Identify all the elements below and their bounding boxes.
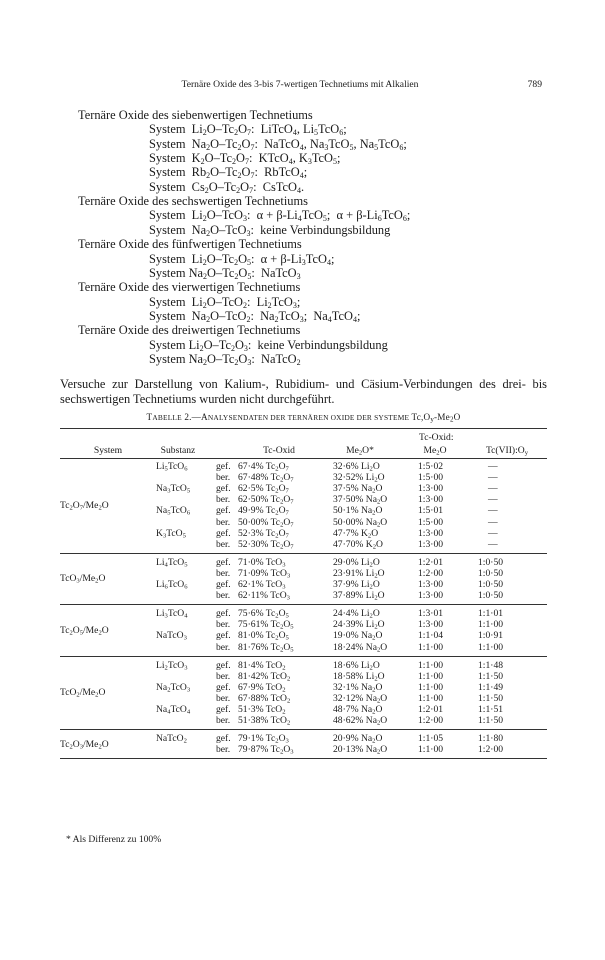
system-line: System $Na_2O-Tc_2O_7$: NaTcO$_4$, $Na_3TcO_5$, $Na_5TcO_6$; (149, 136, 407, 152)
tc-vii-ratio-value: 1:0·91 (478, 630, 504, 642)
system-cell: $TcO_2/Me_2O$ (60, 687, 106, 699)
header-system: System (93, 445, 123, 456)
tc-vii-ratio-value: 1:1·00 (478, 619, 504, 631)
tc-oxide-value: 67·48% $Tc_2O_7$ (238, 472, 294, 484)
ratio-value: 1:3·00 (418, 579, 444, 590)
me2o-value: 47·70% $K_2O$ (333, 538, 383, 551)
substance-cell: $Na_2TcO_3$ (156, 681, 191, 694)
me2o-value: 48·7% $Na_2O$ (333, 704, 383, 716)
tc-oxide-value: 62·11% TcO$_3$ (238, 590, 290, 602)
ratio-value: 1:3·00 (418, 527, 444, 539)
tc-oxide-value: 51·3% TcO$_2$ (238, 704, 286, 716)
system-line: System $Rb_2O-Tc_2O_7$: RbTcO$_4$; (149, 165, 308, 181)
tc-oxide-value: 62·50% $Tc_2O_7$ (238, 494, 294, 506)
ratio-value: 1:1·00 (418, 670, 444, 682)
tc-oxide-value: 81·0% $Tc_2O_5$ (238, 630, 289, 642)
section-heading: Ternäre Oxide des dreiwertigen Technetiums (78, 323, 301, 338)
me2o-value: 32·1% $Na_2O$ (333, 681, 383, 694)
ratio-value: 1:1·00 (418, 659, 444, 671)
me2o-value: 18·24% $Na_2O$ (333, 641, 388, 653)
kind-cell: ber. (216, 744, 231, 756)
tc-oxide-value: 81·76% $Tc_2O_5$ (238, 641, 294, 653)
section-heading: Ternäre Oxide des sechswertigen Technetiums (78, 194, 308, 209)
ratio-value: 1:2·01 (418, 704, 444, 715)
tc-oxide-value: 81·42% TcO$_2$ (238, 670, 291, 683)
kind-cell: ber. (216, 641, 231, 653)
me2o-value: 50·00% $Na_2O$ (333, 516, 388, 528)
tc-vii-ratio-value: — (488, 483, 498, 495)
tc-vii-ratio-value: — (488, 527, 498, 539)
ratio-value: 1:1·00 (418, 744, 444, 756)
table-bottom-rule (60, 758, 547, 759)
me2o-value: 24·4% $Li_2O$ (333, 608, 380, 620)
tc-oxide-value: 52·3% $Tc_2O_7$ (238, 527, 289, 540)
me2o-value: 32·52% $Li_2O$ (333, 472, 385, 484)
system-line: System $Na_2O-TcO_2$: $Na_2TcO_3$; $Na_4TcO_4$; (149, 308, 361, 324)
me2o-value: 23·91% $Li_2O$ (333, 567, 385, 580)
substance-cell: $Li_6TcO_6$ (156, 579, 188, 591)
running-header (60, 79, 540, 93)
kind-cell: gef. (216, 461, 231, 472)
tc-vii-ratio-value: 1:0·50 (478, 556, 504, 568)
kind-cell: ber. (216, 670, 231, 682)
kind-cell: ber. (216, 538, 231, 550)
me2o-value: 29·0% $Li_2O$ (333, 556, 380, 569)
substance-cell: $Na_4TcO_4$ (156, 704, 191, 716)
tc-vii-ratio-value: 1:0·50 (478, 590, 504, 602)
system-cell: $Tc_2O_3/Me_2O$ (60, 738, 109, 751)
tc-vii-ratio-value: 1:0·50 (478, 567, 504, 579)
group-rule (60, 604, 547, 605)
me2o-value: 24·39% $Li_2O$ (333, 619, 385, 631)
me2o-value: 37·9% $Li_2O$ (333, 579, 380, 591)
table-footnote: * Als Differenz zu 100% (66, 834, 162, 845)
tc-vii-ratio-value: 1:0·50 (478, 579, 504, 590)
system-cell: $Tc_2O_5/Me_2O$ (60, 624, 109, 637)
tc-vii-ratio-value: 1:2·00 (478, 744, 504, 756)
ratio-value: 1:1·00 (418, 641, 444, 653)
substance-cell: $K_3TcO_5$ (156, 527, 186, 540)
kind-cell: gef. (216, 659, 231, 671)
system-line: System $Na_2O-TcO_3$: keine Verbindungsbildung (149, 222, 391, 238)
ratio-value: 1:3·00 (418, 483, 444, 495)
tc-oxide-value: 52·30% $Tc_2O_7$ (238, 538, 294, 551)
kind-cell: ber. (216, 590, 231, 602)
me2o-value: 37·5% $Na_2O$ (333, 483, 383, 495)
tc-oxide-value: 67·88% TcO$_2$ (238, 692, 291, 705)
tc-vii-ratio-value: — (488, 461, 498, 472)
running-title: Ternäre Oxide des 3-bis 7-wertigen Technetiums mit Alkalien (181, 79, 419, 90)
header-ratio-top: Tc-Oxid: (419, 432, 454, 443)
me2o-value: 47·7% $K_2O$ (333, 527, 379, 540)
header-tc-vii-ratio: $Tc(VII):O_y$ (485, 445, 529, 457)
kind-cell: ber. (216, 516, 231, 528)
substance-cell: $Na_5TcO_6$ (156, 505, 191, 517)
substance-cell: NaTcO$_2$ (156, 733, 187, 745)
tc-vii-ratio-value: — (488, 494, 498, 506)
kind-cell: ber. (216, 567, 231, 579)
tc-vii-ratio-value: 1:1·49 (478, 681, 504, 693)
system-line: System $Na_2O-Tc_2O_3$: NaTcO$_2$ (149, 351, 301, 367)
group-rule (60, 553, 547, 554)
section-heading: Ternäre Oxide des siebenwertigen Technetiums (78, 108, 313, 122)
system-cell: $Tc_2O_7/Me_2O$ (60, 499, 109, 512)
kind-cell: gef. (216, 608, 231, 620)
ratio-value: 1:1·00 (418, 692, 444, 704)
tc-vii-ratio-value: 1:1·50 (478, 692, 504, 704)
ratio-value: 1:3·00 (418, 538, 444, 550)
ratio-value: 1:5·00 (418, 472, 444, 484)
kind-cell: gef. (216, 527, 231, 539)
header-tc-oxid: Tc-Oxid (263, 445, 295, 456)
ratio-value: 1:1·00 (418, 681, 444, 693)
tc-vii-ratio-value: 1:1·80 (478, 733, 504, 745)
kind-cell: gef. (216, 681, 231, 693)
system-line: System $K_2O-Tc_2O_7$: KTcO$_4$, $K_3TcO_5$; (149, 151, 341, 167)
system-line: System $Li_2O-TcO_3$: $\alpha + \beta-Li_4TcO_5$; $\alpha + \beta-Li_6TcO_6$; (149, 208, 411, 224)
tc-oxide-value: 49·9% $Tc_2O_7$ (238, 505, 289, 517)
me2o-value: 48·62% $Na_2O$ (333, 715, 388, 727)
ratio-value: 1:2·00 (418, 567, 444, 579)
me2o-value: 20·9% $Na_2O$ (333, 733, 383, 745)
substance-cell: $Na_3TcO_5$ (156, 483, 191, 495)
me2o-value: 37·89% $Li_2O$ (333, 590, 385, 602)
system-line: System $Li_2O-Tc_2O_7$: LiTcO$_4$, $Li_5TcO_6$; (149, 122, 347, 138)
table-top-rule (60, 428, 547, 429)
me2o-value: 18·6% $Li_2O$ (333, 659, 380, 672)
table-header-rule (60, 458, 547, 459)
tc-oxide-value: 75·61% $Tc_2O_5$ (238, 619, 294, 631)
tc-oxide-value: 62·5% $Tc_2O_7$ (238, 483, 289, 495)
ratio-value: 1:2·00 (418, 715, 444, 727)
ratio-value: 1:5·01 (418, 505, 444, 517)
ratio-value: 1:3·00 (418, 619, 444, 631)
section-heading: Ternäre Oxide des fünfwertigen Technetiums (78, 237, 302, 252)
tc-oxide-value: 81·4% TcO$_2$ (238, 659, 286, 672)
tc-vii-ratio-value: — (488, 505, 498, 517)
kind-cell: ber. (216, 619, 231, 631)
kind-cell: ber. (216, 494, 231, 506)
ratio-value: 1:3·01 (418, 608, 444, 620)
ratio-value: 1:3·00 (418, 590, 444, 602)
kind-cell: gef. (216, 579, 231, 590)
ratio-value: 1:5·02 (418, 461, 444, 472)
group-rule (60, 656, 547, 657)
me2o-value: 20·13% $Na_2O$ (333, 744, 388, 756)
ratio-value: 1:2·01 (418, 556, 444, 568)
kind-cell: gef. (216, 556, 231, 568)
system-line: System $Li_2O-Tc_2O_5$: $\alpha + \beta-Li_3TcO_4$; (149, 251, 335, 267)
tc-oxide-value: 67·4% $Tc_2O_7$ (238, 461, 289, 473)
kind-cell: ber. (216, 692, 231, 704)
system-cell: $TcO_3/Me_2O$ (60, 573, 106, 585)
tc-vii-ratio-value: — (488, 516, 498, 528)
system-line: System $Li_2O-TcO_2$: $Li_2TcO_3$; (149, 294, 301, 310)
header-substanz: Substanz (160, 445, 196, 456)
header-ratio-bottom: $Me_2O$ (423, 445, 447, 457)
ratio-value: 1:5·00 (418, 516, 444, 528)
me2o-value: 37·50% $Na_2O$ (333, 494, 388, 506)
tc-vii-ratio-value: 1:1·50 (478, 670, 504, 682)
substance-cell: $Li_4TcO_5$ (156, 556, 188, 569)
me2o-value: 18·58% $Li_2O$ (333, 670, 385, 683)
tc-oxide-value: 51·38% TcO$_2$ (238, 715, 291, 727)
tc-vii-ratio-value: 1:1·50 (478, 715, 504, 727)
system-line: System $Cs_2O-Tc_2O_7$: CsTcO$_4$. (149, 179, 305, 195)
page-number: 789 (527, 79, 542, 90)
tc-oxide-value: 75·6% $Tc_2O_5$ (238, 608, 289, 620)
kind-cell: gef. (216, 704, 231, 715)
tc-vii-ratio-value: 1:1·01 (478, 608, 504, 620)
substance-cell: $Li_3TcO_4$ (156, 608, 188, 620)
tc-oxide-value: 79·1% $Tc_2O_3$ (238, 733, 289, 745)
tc-oxide-value: 62·1% TcO$_3$ (238, 579, 286, 591)
tc-oxide-value: 50·00% $Tc_2O_7$ (238, 516, 294, 528)
substance-cell: $Li_5TcO_6$ (156, 461, 188, 473)
tc-vii-ratio-value: 1:1·00 (478, 641, 504, 653)
tc-vii-ratio-value: 1:1·48 (478, 659, 504, 671)
tc-vii-ratio-value: — (488, 538, 498, 550)
section-heading: Ternäre Oxide des vierwertigen Technetiums (78, 280, 301, 295)
kind-cell: gef. (216, 505, 231, 517)
tc-oxide-value: 67·9% TcO$_2$ (238, 681, 286, 694)
kind-cell: ber. (216, 472, 231, 484)
kind-cell: ber. (216, 715, 231, 727)
kind-cell: gef. (216, 483, 231, 495)
body-paragraph: Versuche zur Darstellung von Kalium-, Rubidium- und Cäsium-Verbindungen des drei- bis sechswertigen Technetiums wurden nicht durchgeführt. (60, 377, 547, 406)
tc-vii-ratio-value: — (488, 472, 498, 484)
tc-oxide-value: 71·0% TcO$_3$ (238, 556, 286, 569)
me2o-value: 50·1% $Na_2O$ (333, 505, 383, 517)
me2o-value: 32·12% $Na_2O$ (333, 692, 388, 705)
me2o-value: 19·0% $Na_2O$ (333, 630, 383, 642)
system-line: System $Na_2O-Tc_2O_5$: NaTcO$_3$ (149, 265, 301, 281)
system-line: System $Li_2O-Tc_2O_3$: keine Verbindungsbildung (149, 337, 388, 353)
ratio-value: 1:1·04 (418, 630, 444, 642)
group-rule (60, 729, 547, 730)
table-caption: TABELLE 2.—ANALYSENDATEN DER TERNÄREN OXIDE DER SYSTEME $Tc,O_y-Me_2O$ (146, 412, 461, 424)
substance-cell: $Li_2TcO_3$ (156, 659, 188, 672)
me2o-value: 32·6% $Li_2O$ (333, 461, 380, 473)
tc-oxide-value: 79·87% $Tc_2O_3$ (238, 744, 294, 756)
ratio-value: 1:3·00 (418, 494, 444, 506)
kind-cell: gef. (216, 733, 231, 745)
tc-oxide-value: 71·09% TcO$_3$ (238, 567, 291, 580)
tc-vii-ratio-value: 1:1·51 (478, 704, 504, 715)
ratio-value: 1:1·05 (418, 733, 444, 745)
substance-cell: NaTcO$_3$ (156, 630, 187, 642)
kind-cell: gef. (216, 630, 231, 642)
header-me2o: $Me_2O*$ (346, 445, 374, 457)
